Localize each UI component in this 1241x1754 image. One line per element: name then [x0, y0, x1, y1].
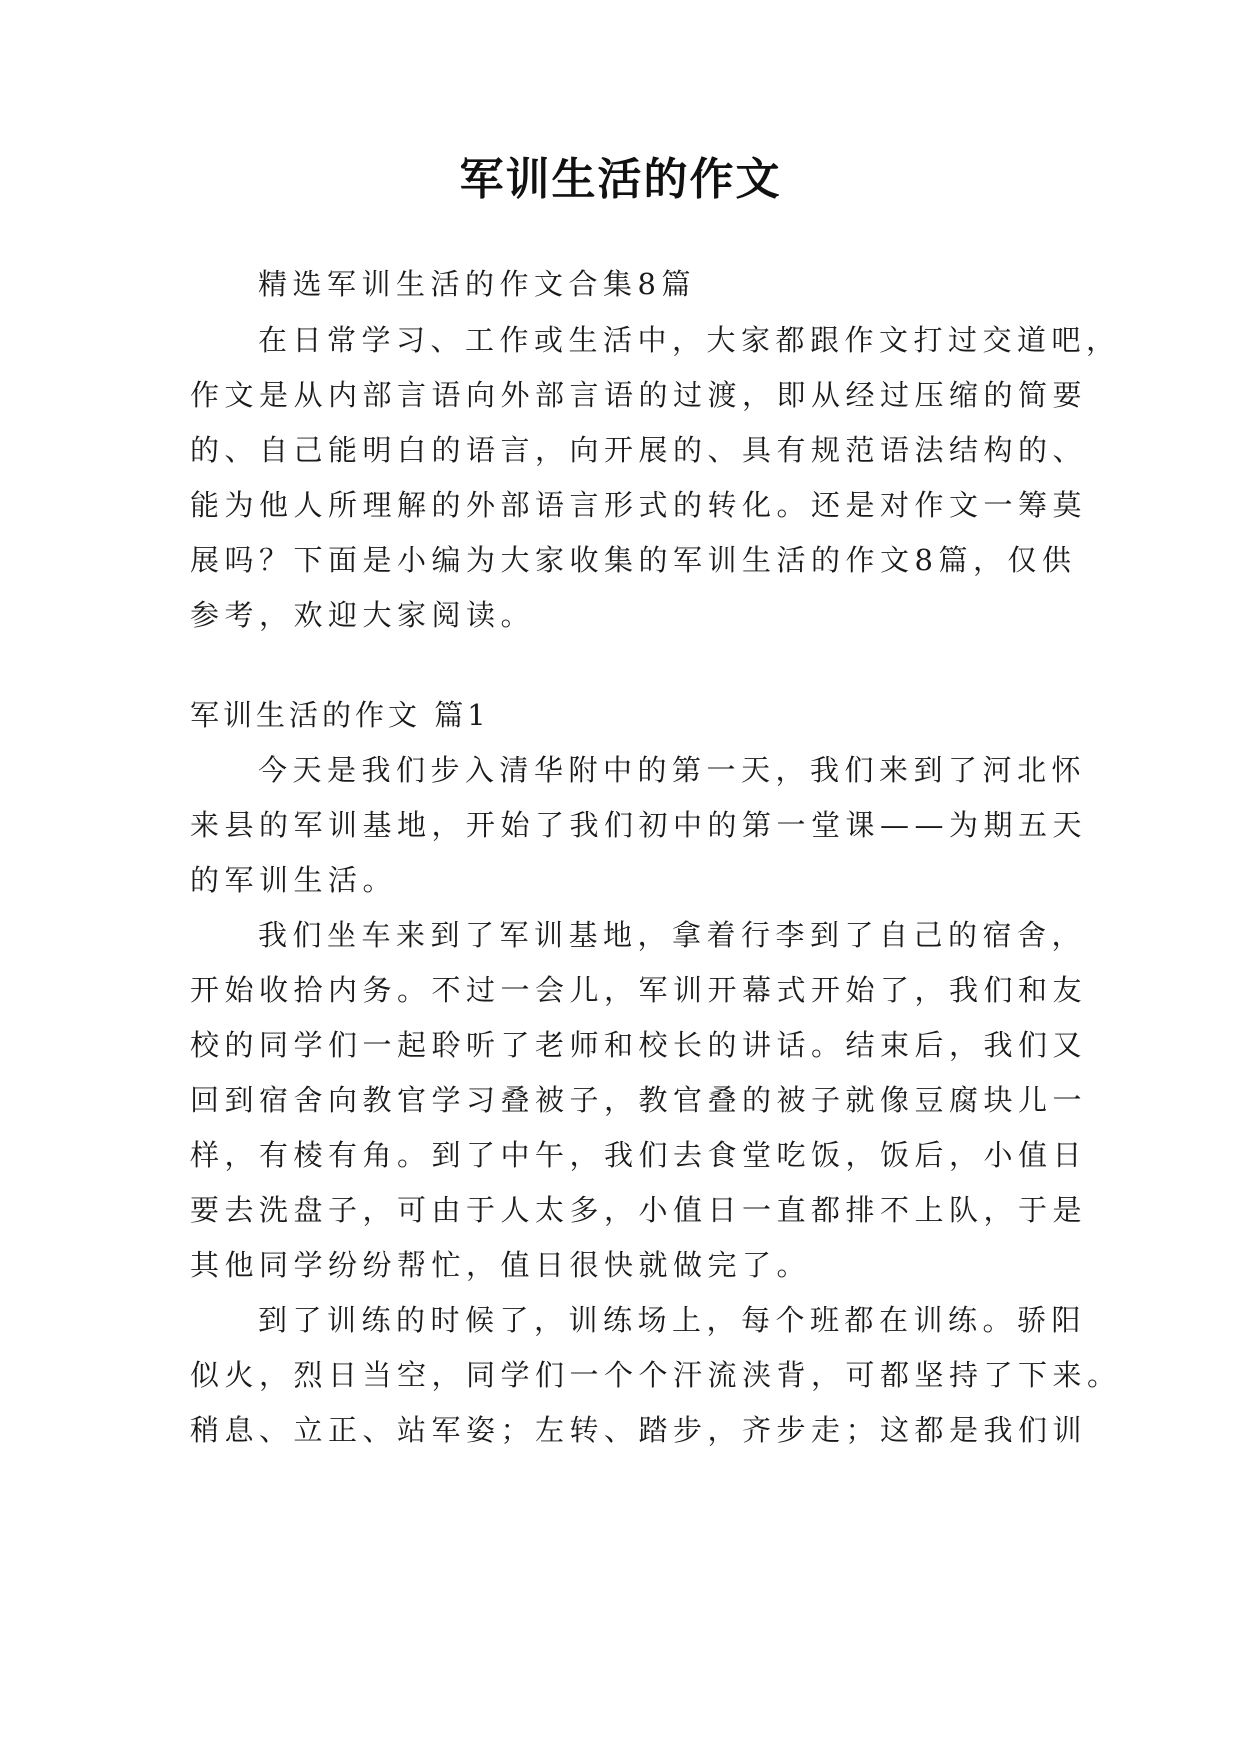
body-line: 稍息、立正、站军姿；左转、踏步，齐步走；这都是我们训	[190, 1413, 1088, 1447]
body-line: 其他同学纷纷帮忙，值日很快就做完了。	[190, 1248, 812, 1282]
document-title: 军训生活的作文	[459, 154, 782, 205]
intro-line: 展吗？下面是小编为大家收集的军训生活的作文8篇，仅供	[190, 543, 1077, 577]
intro-line: 作文是从内部言语向外部言语的过渡，即从经过压缩的简要	[190, 378, 1088, 412]
collection-subtitle: 精选军训生活的作文合集8篇	[258, 267, 696, 301]
body-line: 回到宿舍向教官学习叠被子，教官叠的被子就像豆腐块儿一	[190, 1083, 1088, 1117]
body-line: 要去洗盘子，可由于人太多，小值日一直都排不上队，于是	[190, 1193, 1088, 1227]
intro-line: 在日常学习、工作或生活中，大家都跟作文打过交道吧，	[258, 323, 1121, 357]
body-line: 我们坐车来到了军训基地，拿着行李到了自己的宿舍，	[258, 918, 1087, 952]
body-line: 校的同学们一起聆听了老师和校长的讲话。结束后，我们又	[190, 1028, 1088, 1062]
body-line: 今天是我们步入清华附中的第一天，我们来到了河北怀	[258, 753, 1087, 787]
intro-line: 能为他人所理解的外部语言形式的转化。还是对作文一筹莫	[190, 488, 1088, 522]
section-heading: 军训生活的作文 篇1	[190, 698, 490, 732]
body-line: 到了训练的时候了，训练场上，每个班都在训练。骄阳	[258, 1303, 1087, 1337]
body-line: 似火，烈日当空，同学们一个个汗流浃背，可都坚持了下来。	[190, 1358, 1122, 1392]
intro-line: 参考，欢迎大家阅读。	[190, 598, 536, 632]
body-line: 开始收拾内务。不过一会儿，军训开幕式开始了，我们和友	[190, 973, 1088, 1007]
body-line: 样，有棱有角。到了中午，我们去食堂吃饭，饭后，小值日	[190, 1138, 1088, 1172]
body-line: 来县的军训基地，开始了我们初中的第一堂课——为期五天	[190, 808, 1088, 842]
intro-line: 的、自己能明白的语言，向开展的、具有规范语法结构的、	[190, 433, 1088, 467]
body-line: 的军训生活。	[190, 863, 398, 897]
